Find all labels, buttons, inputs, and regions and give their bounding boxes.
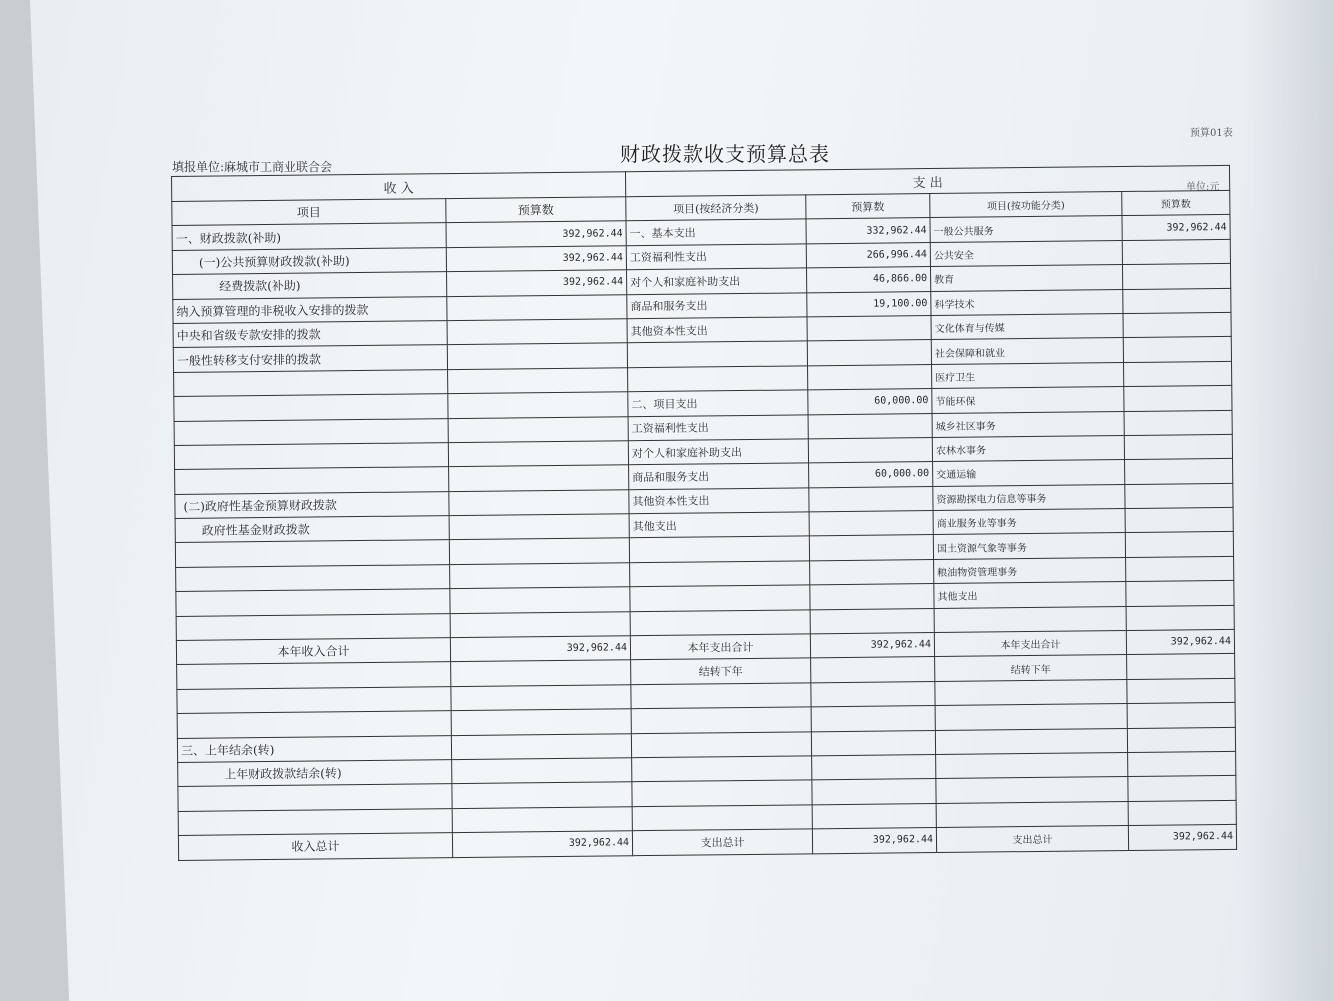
- econ-item-header: 项目(按经济分类): [626, 195, 806, 221]
- income-item-cell: [176, 613, 450, 640]
- income-item-cell: 经费拨款(补助): [173, 272, 447, 299]
- econ-budget-cell: [810, 559, 934, 585]
- income-item-cell: [174, 394, 448, 421]
- func-item-cell: 商业服务业等事务: [933, 509, 1125, 535]
- econ-budget-cell: [808, 413, 932, 439]
- income-budget-cell: [451, 685, 631, 711]
- income-item-cell: 收入总计: [178, 833, 452, 860]
- econ-budget-cell: 60,000.00: [808, 389, 932, 415]
- econ-budget-cell: [809, 535, 933, 561]
- econ-budget-cell: 392,962.44: [810, 633, 934, 659]
- func-item-cell: [936, 801, 1128, 827]
- func-budget-cell: [1128, 800, 1236, 826]
- econ-budget-cell: [807, 340, 931, 366]
- income-budget-cell: [449, 538, 629, 564]
- func-budget-cell: [1125, 532, 1233, 558]
- func-item-header: 项目(按功能分类): [930, 192, 1122, 218]
- func-budget-cell: [1124, 361, 1232, 387]
- func-budget-cell: [1126, 605, 1234, 631]
- func-item-cell: 农林水事务: [932, 435, 1124, 461]
- income-budget-cell: [448, 441, 628, 467]
- income-budget-cell: 392,962.44: [450, 636, 630, 662]
- income-budget-cell: 392,962.44: [446, 246, 626, 272]
- econ-item-cell: 其他支出: [629, 512, 809, 538]
- income-budget-cell: [449, 465, 629, 491]
- income-budget-cell: [447, 294, 627, 320]
- income-item-cell: 一般性转移支付安排的拨款: [173, 345, 447, 372]
- income-budget-header: 预算数: [446, 197, 626, 223]
- income-item-header: 项目: [172, 199, 446, 226]
- income-item-cell: [178, 784, 452, 811]
- econ-budget-cell: [811, 706, 935, 732]
- econ-item-cell: [632, 780, 812, 806]
- func-item-cell: 文化体育与传媒: [931, 313, 1123, 339]
- econ-item-cell: 二、项目支出: [628, 390, 808, 416]
- econ-budget-cell: [811, 730, 935, 756]
- income-budget-cell: [447, 319, 627, 345]
- income-item-cell: 本年收入合计: [176, 638, 450, 665]
- econ-item-cell: 商品和服务支出: [627, 292, 807, 318]
- func-budget-cell: [1128, 776, 1236, 802]
- income-budget-cell: [449, 514, 629, 540]
- func-item-cell: 结转下年: [935, 655, 1127, 681]
- econ-budget-cell: [812, 755, 936, 781]
- econ-item-cell: [631, 731, 811, 757]
- func-item-cell: [934, 606, 1126, 632]
- func-item-cell: [936, 752, 1128, 778]
- income-item-cell: 政府性基金财政拨款: [175, 516, 449, 543]
- func-item-cell: 其他支出: [934, 582, 1126, 608]
- func-item-cell: 医疗卫生: [932, 362, 1124, 388]
- func-item-cell: 支出总计: [936, 826, 1128, 852]
- income-item-cell: [175, 467, 449, 494]
- budget-table: [171, 165, 1237, 861]
- econ-budget-cell: [808, 437, 932, 463]
- paper-shadow: [1240, 0, 1334, 1001]
- func-item-cell: 一般公共服务: [930, 216, 1122, 242]
- income-budget-cell: [452, 758, 632, 784]
- econ-item-cell: [632, 805, 812, 831]
- income-item-cell: 上年财政拨款结余(转): [178, 760, 452, 787]
- income-item-cell: [177, 686, 451, 713]
- func-budget-cell: [1127, 703, 1235, 729]
- func-budget-cell: [1126, 581, 1234, 607]
- func-item-cell: 国土资源气象等事务: [933, 533, 1125, 559]
- econ-budget-cell: [808, 364, 932, 390]
- func-item-cell: [935, 679, 1127, 705]
- func-budget-cell: [1128, 751, 1236, 777]
- func-item-cell: [935, 728, 1127, 754]
- func-budget-cell: [1123, 337, 1231, 363]
- income-budget-cell: [449, 489, 629, 515]
- econ-item-cell: [630, 561, 810, 587]
- econ-item-cell: 工资福利性支出: [626, 244, 806, 270]
- func-budget-cell: [1122, 264, 1230, 290]
- income-budget-cell: [450, 587, 630, 613]
- income-item-cell: 一、财政拨款(补助): [172, 223, 446, 250]
- func-budget-cell: [1123, 288, 1231, 314]
- econ-item-cell: 其他资本性支出: [629, 488, 809, 514]
- func-budget-header: 预算数: [1122, 190, 1230, 216]
- func-budget-cell: [1127, 678, 1235, 704]
- econ-budget-cell: 332,962.44: [806, 218, 930, 244]
- func-budget-cell: [1123, 312, 1231, 338]
- econ-budget-cell: [810, 584, 934, 610]
- income-item-cell: [176, 589, 450, 616]
- econ-item-cell: 其他资本性支出: [627, 317, 807, 343]
- econ-budget-cell: [812, 803, 936, 829]
- func-budget-cell: [1127, 654, 1235, 680]
- income-budget-cell: 392,962.44: [447, 270, 627, 296]
- func-item-cell: 本年支出合计: [934, 631, 1126, 657]
- income-item-cell: 纳入预算管理的非税收入安排的拨款: [173, 296, 447, 323]
- econ-budget-cell: [807, 316, 931, 342]
- reporting-unit: 填报单位:麻城市工商业联合会: [172, 160, 333, 174]
- econ-item-cell: 本年支出合计: [630, 634, 810, 660]
- func-budget-cell: [1124, 410, 1232, 436]
- income-item-cell: [177, 662, 451, 689]
- income-item-cell: [175, 540, 449, 567]
- econ-item-cell: [630, 609, 810, 635]
- income-item-cell: [174, 369, 448, 396]
- func-item-cell: 交通运输: [933, 460, 1125, 486]
- econ-item-cell: [629, 536, 809, 562]
- func-item-cell: [936, 777, 1128, 803]
- income-budget-cell: [450, 563, 630, 589]
- econ-budget-cell: [809, 486, 933, 512]
- econ-item-cell: [632, 756, 812, 782]
- econ-budget-cell: 392,962.44: [812, 828, 936, 854]
- func-item-cell: 粮油物资管理事务: [934, 557, 1126, 583]
- func-budget-cell: [1122, 239, 1230, 265]
- econ-budget-cell: 19,100.00: [807, 291, 931, 317]
- income-item-cell: [174, 418, 448, 445]
- func-budget-cell: [1127, 727, 1235, 753]
- func-item-cell: 节能环保: [932, 387, 1124, 413]
- form-number: 预算01表: [1190, 128, 1233, 139]
- income-budget-cell: 392,962.44: [446, 221, 626, 247]
- func-item-cell: 科学技术: [931, 289, 1123, 315]
- func-item-cell: 城乡社区事务: [932, 411, 1124, 437]
- econ-budget-cell: [811, 681, 935, 707]
- income-budget-cell: [451, 660, 631, 686]
- income-budget-cell: [448, 416, 628, 442]
- func-budget-cell: [1124, 434, 1232, 460]
- func-budget-cell: [1125, 459, 1233, 485]
- func-budget-cell: 392,962.44: [1128, 825, 1236, 851]
- func-budget-cell: [1126, 556, 1234, 582]
- income-item-cell: [174, 443, 448, 470]
- func-item-cell: 社会保障和就业: [931, 338, 1123, 364]
- econ-item-cell: 支出总计: [632, 829, 812, 855]
- func-item-cell: [935, 704, 1127, 730]
- econ-item-cell: 商品和服务支出: [629, 463, 809, 489]
- econ-budget-cell: 266,996.44: [806, 242, 930, 268]
- econ-item-cell: 对个人和家庭补助支出: [628, 439, 808, 465]
- econ-item-cell: 一、基本支出: [626, 219, 806, 245]
- econ-item-cell: [631, 683, 811, 709]
- income-item-cell: [178, 808, 452, 835]
- income-budget-cell: [451, 709, 631, 735]
- income-group-header: 收 入: [172, 172, 626, 202]
- func-budget-cell: [1124, 386, 1232, 412]
- econ-item-cell: [627, 341, 807, 367]
- income-budget-cell: [452, 806, 632, 832]
- econ-budget-cell: [812, 779, 936, 805]
- econ-item-cell: 工资福利性支出: [628, 414, 808, 440]
- income-item-cell: (一)公共预算财政拨款(补助): [172, 247, 446, 274]
- currency-unit: 单位:元: [1186, 182, 1220, 193]
- func-budget-cell: [1125, 507, 1233, 533]
- func-item-cell: 公共安全: [930, 240, 1122, 266]
- econ-item-cell: [628, 366, 808, 392]
- econ-budget-header: 预算数: [806, 194, 930, 220]
- func-item-cell: 资源勘探电力信息等事务: [933, 484, 1125, 510]
- income-budget-cell: [450, 611, 630, 637]
- func-item-cell: 教育: [931, 265, 1123, 291]
- income-item-cell: [176, 564, 450, 591]
- expense-group-header: 支 出: [625, 165, 1229, 196]
- income-budget-cell: 392,962.44: [452, 831, 632, 857]
- econ-budget-cell: 46,866.00: [807, 267, 931, 293]
- econ-budget-cell: [811, 657, 935, 683]
- income-item-cell: 三、上年结余(转): [177, 735, 451, 762]
- econ-budget-cell: [809, 511, 933, 537]
- income-item-cell: [177, 711, 451, 738]
- income-budget-cell: [447, 343, 627, 369]
- func-budget-cell: 392,962.44: [1126, 629, 1234, 655]
- econ-item-cell: [631, 707, 811, 733]
- income-budget-cell: [451, 733, 631, 759]
- econ-item-cell: 对个人和家庭补助支出: [627, 268, 807, 294]
- econ-budget-cell: [810, 608, 934, 634]
- econ-item-cell: 结转下年: [631, 658, 811, 684]
- func-budget-cell: 392,962.44: [1122, 215, 1230, 241]
- econ-item-cell: [630, 585, 810, 611]
- income-item-cell: 中央和省级专款安排的拨款: [173, 321, 447, 348]
- income-budget-cell: [448, 367, 628, 393]
- func-budget-cell: [1125, 483, 1233, 509]
- income-budget-cell: [448, 392, 628, 418]
- page-title: 财政拨款收支预算总表: [620, 142, 830, 166]
- econ-budget-cell: 60,000.00: [809, 462, 933, 488]
- income-item-cell: (二)政府性基金预算财政拨款: [175, 491, 449, 518]
- income-budget-cell: [452, 782, 632, 808]
